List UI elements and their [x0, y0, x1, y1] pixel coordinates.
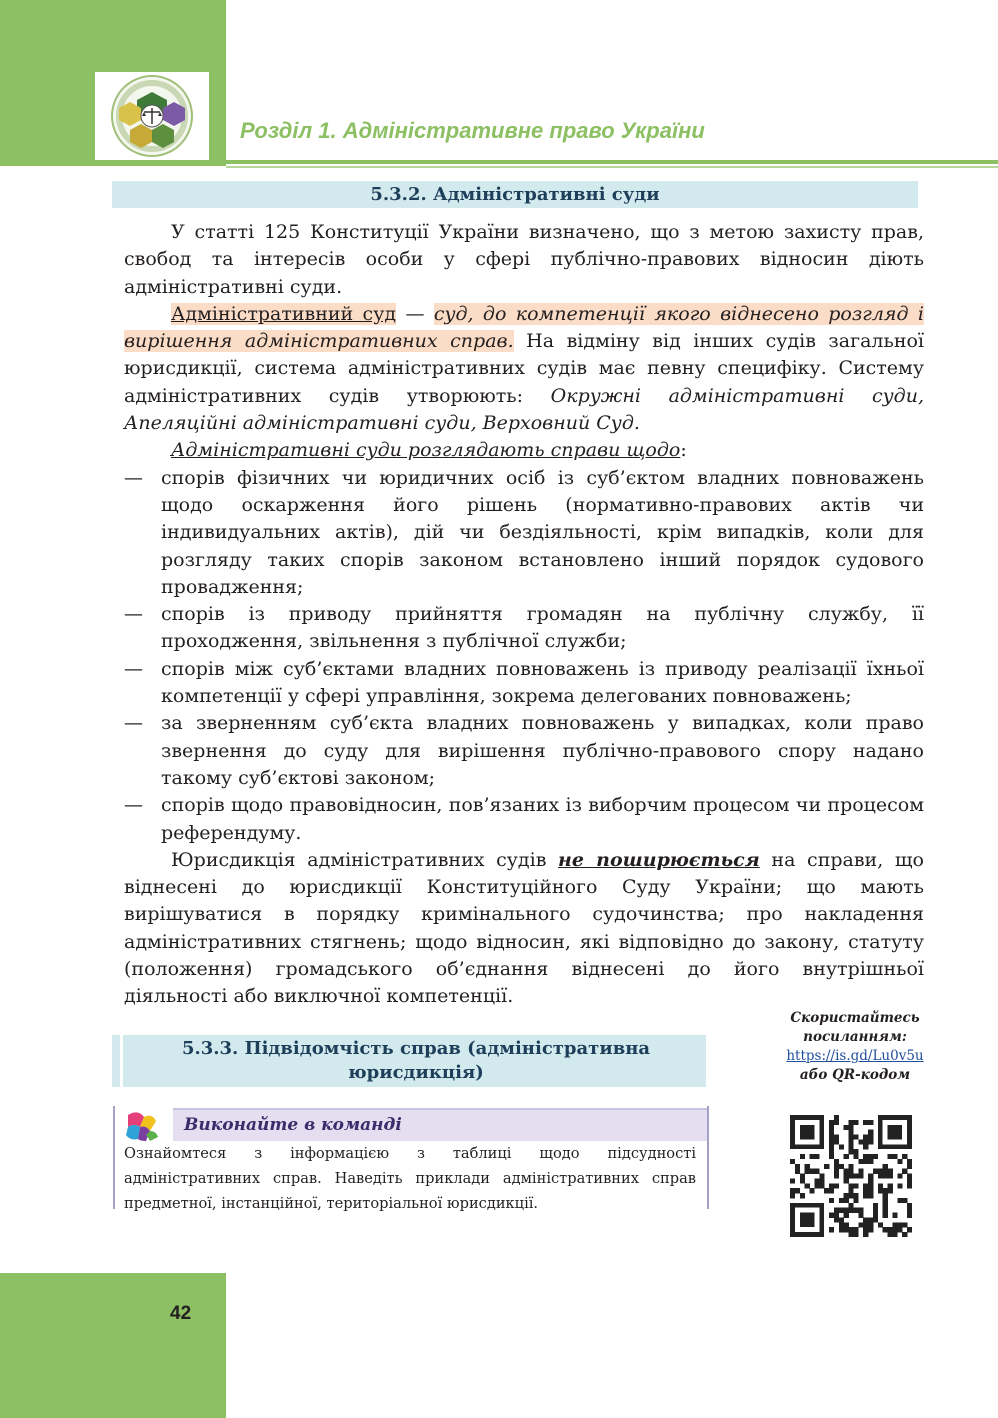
team-puzzle-icon: [124, 1109, 160, 1143]
header-rule: [226, 160, 998, 164]
jurisdiction-emphasis: не поширюється: [558, 848, 760, 871]
task-border: [113, 1106, 115, 1209]
sidebar-link-note: [770, 1009, 940, 1085]
definition-rest: На відміну від інших судів загальної юрисдикції, система адміністративних судів має певну специфіку. Систему адміністративних судів утворюють:: [124, 330, 925, 407]
page-number: 42: [170, 1303, 192, 1324]
list-item: — за зверненням суб’єкта владних повноважень у випадках, коли право звернення до суду для вирішення публічно-правового спору надано такому суб’єктові законом;: [124, 710, 924, 792]
resource-link[interactable]: https://is.gd/Lu0v5u: [786, 1048, 924, 1064]
section-title: 5.3.2. Адміністративні суди: [112, 181, 918, 208]
paragraph-jurisdiction: [124, 847, 924, 1011]
list-item: — спорів між суб’єктами владних повноважень із приводу реалізації їхньої компетенції у сфері управління, зокрема делегованих повноважень;: [124, 656, 924, 711]
list-item: — спорів фізичних чи юридичних осіб із суб’єктом владних повноважень щодо оскарження його рішень (нормативно-правових актів чи індивидуальних актів), дій чи бездіяльності, крім випадків, коли для розгляду таких спорів законом встановлено інший порядок судового провадження;: [124, 465, 924, 601]
paragraph-intro: У статті 125 Конституції України визначено, що з метою захисту прав, свобод та інтересів особи у сфері публічно-правових відносин діють адміністративні суди.: [124, 221, 924, 298]
list-item: — спорів із приводу прийняття громадян на публічну службу, її проходження, звільнення з публічної служби;: [124, 601, 924, 656]
list-heading: Адміністративні суди розглядають справи щодо: [171, 439, 681, 462]
jurisdiction-end: на справи, що віднесені до юрисдикції Конституційного Суду України; що мають вирішуватися в порядку кримінального судочинства; про накладення адміністративних стягнень; щодо відносин, які відповідно до закону, статуту (положення) громадського об’єднання віднесені до його внутрішньої діяльності або виключної компетенції.: [124, 848, 924, 1008]
section-2-header: [112, 1035, 706, 1087]
section-2-title: [126, 1037, 706, 1085]
section-2-bar: [120, 1035, 123, 1087]
sidebar-label: посиланням:: [803, 1029, 907, 1045]
list-item: — спорів щодо правовідносин, пов’язаних із виборчим процесом чи процесом референдуму.: [124, 792, 924, 847]
section-2-title-line1: 5.3.3. Підвідомчість справ (адміністративна: [181, 1038, 651, 1059]
task-header: [173, 1108, 707, 1141]
defined-term: Адміністративний суд: [171, 302, 397, 325]
header-rule-light: [226, 166, 998, 168]
case-types-list: [124, 465, 924, 847]
definition-dash: —: [396, 302, 434, 325]
footer-green-block: [0, 1273, 226, 1418]
list-heading-colon: :: [680, 439, 687, 462]
task-title: Виконайте в команді: [184, 1115, 402, 1135]
courts-list: Окружні адміністративні суди, Апеляційні адміністративні суди, Верховний Суд.: [124, 384, 925, 435]
definition-text: суд, до компетенції якого віднесено розгляд і вирішення адміністративних справ.: [124, 302, 924, 353]
main-text: [124, 219, 924, 1011]
paragraph-list-heading: [124, 437, 924, 464]
chapter-title: Розділ 1. Адміністративне право України: [240, 118, 705, 143]
qr-code-icon[interactable]: [790, 1115, 912, 1237]
sidebar-label: або QR-кодом: [799, 1067, 911, 1083]
task-box: [113, 1106, 709, 1212]
section-2-title-line2: юрисдикція): [348, 1062, 484, 1083]
task-text: Ознайомтеся з інформацією з таблиці щодо підсудності адміністративних справ. Наведіть приклади адміністративних справ предметної, інстанційної, територіальної юрисдикції.: [124, 1145, 696, 1212]
jurisdiction-start: Юрисдикція адміністративних судів: [171, 848, 559, 871]
paragraph-definition: [124, 301, 924, 437]
emblem-scales-icon: [95, 72, 209, 160]
sidebar-label: Скористайтесь: [790, 1010, 920, 1026]
